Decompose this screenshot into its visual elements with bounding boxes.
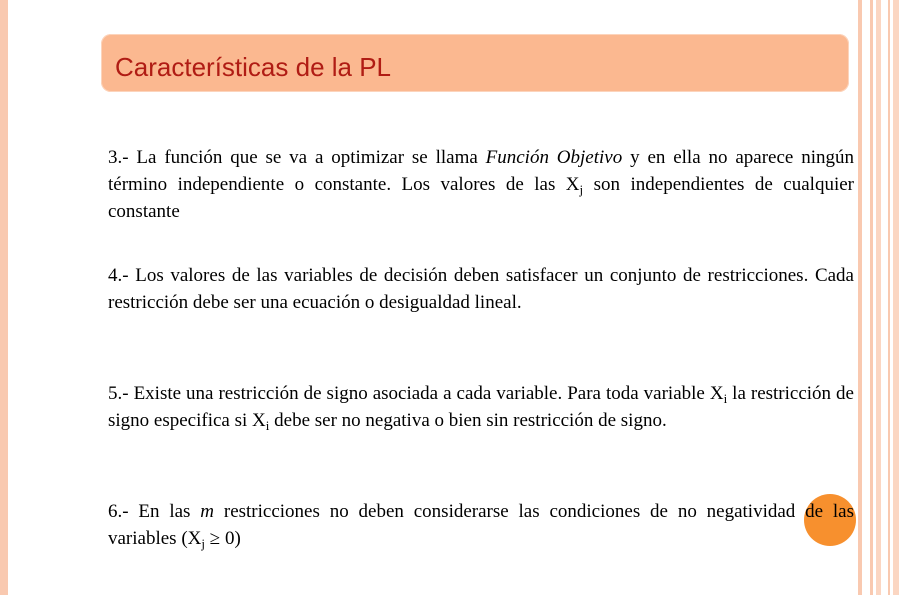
- p6-text-1: 6.- En las: [108, 501, 201, 522]
- p4-text: 4.- Los valores de las variables de decisión deben satisfacer un conjunto de restricciones. Cada restricción debe ser una ecuación o desigualdad lineal.: [108, 265, 854, 313]
- slide-title: Características de la PL: [115, 52, 392, 82]
- right-decorative-stripes: [854, 0, 899, 595]
- p5-subscript-2: i: [265, 418, 270, 433]
- p3-text-3: son independientes de cualquier constante: [108, 174, 854, 222]
- paragraph-3: [108, 144, 854, 225]
- p5-text-1: 5.- Existe una restricción de signo asociada a cada variable. Para toda variable X: [108, 383, 724, 404]
- p5-text-3: debe ser no negativa o bien sin restricción de signo.: [269, 410, 667, 431]
- paragraph-5: [108, 380, 854, 434]
- p5-subscript-1: i: [723, 391, 728, 406]
- p6-emphasis: m: [200, 501, 215, 522]
- p6-text-2: restricciones no deben considerarse las condiciones de no negatividad de las variables (X: [108, 501, 854, 549]
- p3-text-1: 3.- La función que se va a optimizar se llama: [108, 147, 486, 168]
- p3-emphasis: Función Objetivo: [485, 147, 623, 168]
- paragraph-4: [108, 262, 854, 316]
- paragraph-6: [108, 498, 854, 552]
- p3-subscript: j: [579, 182, 584, 197]
- title-bar: [101, 34, 849, 92]
- p6-subscript: j: [201, 536, 206, 551]
- p6-text-3: ≥ 0): [205, 528, 241, 549]
- left-decorative-border: [0, 0, 8, 595]
- p5-text-2: la restricción de signo especifica si X: [108, 383, 854, 431]
- p3-text-2: y en ella no aparece ningún término independiente o constante. Los valores de las X: [108, 147, 854, 195]
